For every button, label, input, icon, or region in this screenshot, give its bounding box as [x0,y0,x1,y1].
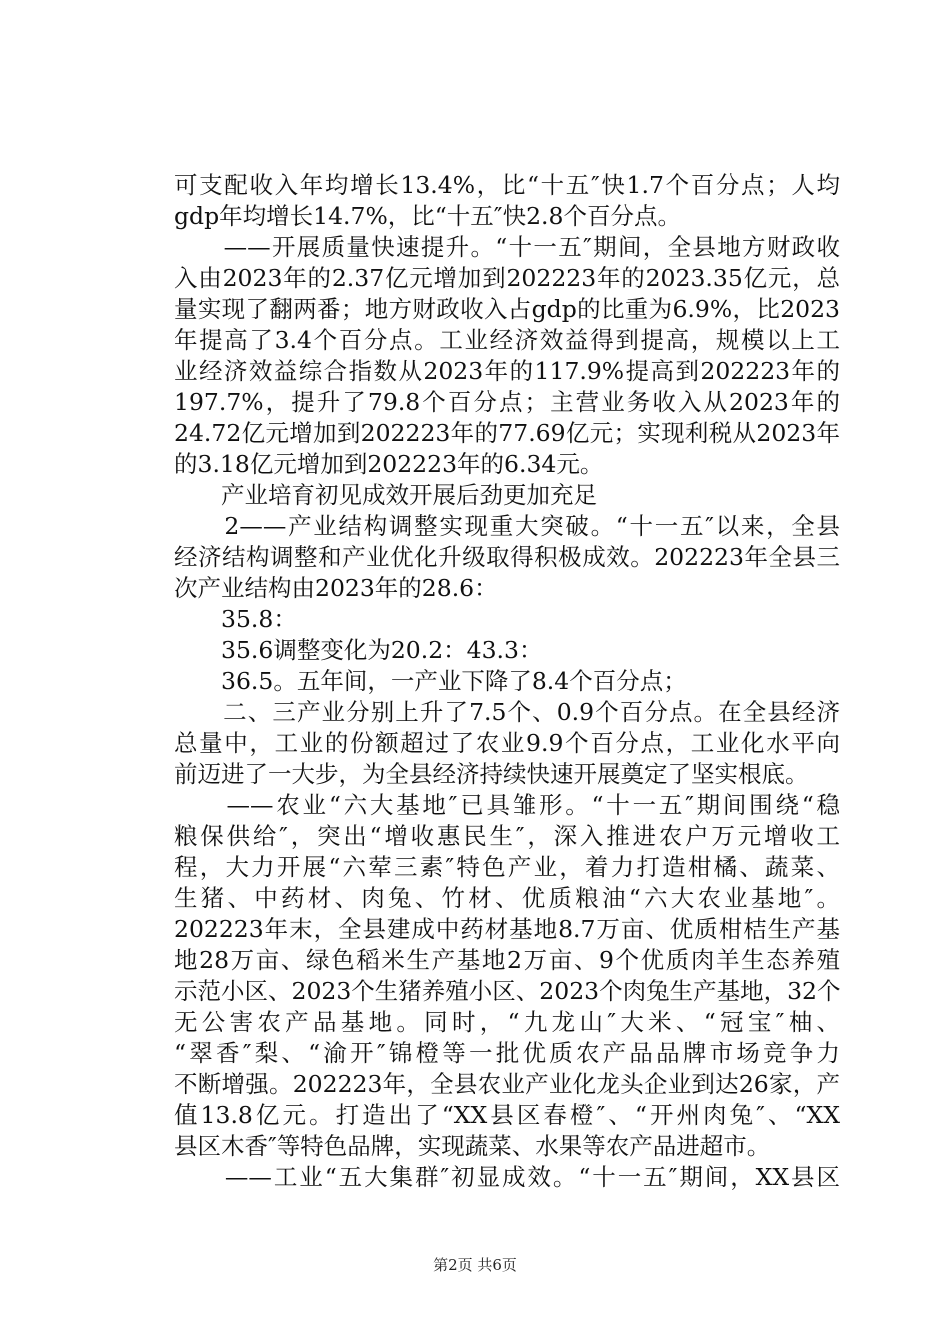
text-line: “翠香″梨、“渝开″锦橙等一批优质农产品品牌市场竞争力 [174,1039,840,1067]
text-line: 可支配收入年均增长13.4%，比“十五″快1.7个百分点；人均 [174,171,840,199]
text-line: 35.6调整变化为20.2：43.3： [174,636,543,664]
text-line: 年提高了3.4个百分点。工业经济效益得到提高，规模以上工 [174,326,840,354]
text-line: ——农业“六大基地″已具雏形。“十一五″期间围绕“稳 [174,791,840,819]
text-line: 县区木香″等特色品牌，实现蔬菜、水果等农产品进超市。 [174,1132,771,1160]
text-line: ——工业“五大集群″初显成效。“十一五″期间，XX县区 [174,1163,840,1191]
text-line: 经济结构调整和产业优化升级取得积极成效。202223年全县三 [174,543,840,571]
text-line: 次产业结构由2023年的28.6： [174,574,498,602]
page-footer: 第2页 共6页 [433,1256,517,1274]
text-line: 2——产业结构调整实现重大突破。“十一五″以来，全县 [174,512,840,540]
text-line: 业经济效益综合指数从2023年的117.9%提高到202223年的 [174,357,840,385]
text-line: 二、三产业分别上升了7.5个、0.9个百分点。在全县经济 [174,698,840,726]
text-line: 程，大力开展“六荤三素″特色产业，着力打造柑橘、蔬菜、 [174,853,840,881]
text-line: 产业培育初见成效开展后劲更加充足 [174,481,597,509]
text-line: 197.7%，提升了79.8个百分点；主营业务收入从2023年的 [174,388,840,416]
text-line: 值13.8亿元。打造出了“XX县区春橙″、“开州肉兔″、“XX [174,1101,840,1129]
text-line: 35.8： [174,605,297,633]
text-line: 生猪、中药材、肉兔、竹材、优质粮油“六大农业基地″。 [174,884,840,912]
text-line: 无公害农产品基地。同时，“九龙山″大米、“冠宝″柚、 [174,1008,840,1036]
text-line: 202223年末，全县建成中药材基地8.7万亩、优质柑桔生产基 [174,915,840,943]
text-line: 示范小区、2023个生猪养殖小区、2023个肉兔生产基地，32个 [174,977,841,1005]
text-line: 总量中，工业的份额超过了农业9.9个百分点，工业化水平向 [174,729,840,757]
text-line: ——开展质量快速提升。“十一五″期间，全县地方财政收 [174,233,840,261]
text-line: 粮保供给″，突出“增收惠民生″，深入推进农户万元增收工 [174,822,840,850]
text-line: 入由2023年的2.37亿元增加到202223年的2023.35亿元，总 [174,264,840,292]
text-line: 的3.18亿元增加到202223年的6.34元。 [174,450,604,478]
text-line: 36.5。五年间，一产业下降了8.4个百分点； [174,667,687,695]
text-line: 地28万亩、绿色稻米生产基地2万亩、9个优质肉羊生态养殖 [174,946,840,974]
text-line: 量实现了翻两番；地方财政收入占gdp的比重为6.9%，比2023 [174,295,840,323]
text-line: 前迈进了一大步，为全县经济持续快速开展奠定了坚实根底。 [174,760,809,788]
body-text [174,170,840,1193]
text-line: 不断增强。202223年，全县农业产业化龙头企业到达26家，产 [174,1070,840,1098]
text-line: gdp年均增长14.7%，比“十五″快2.8个百分点。 [174,202,681,230]
text-line: 24.72亿元增加到202223年的77.69亿元；实现利税从2023年 [174,419,840,447]
